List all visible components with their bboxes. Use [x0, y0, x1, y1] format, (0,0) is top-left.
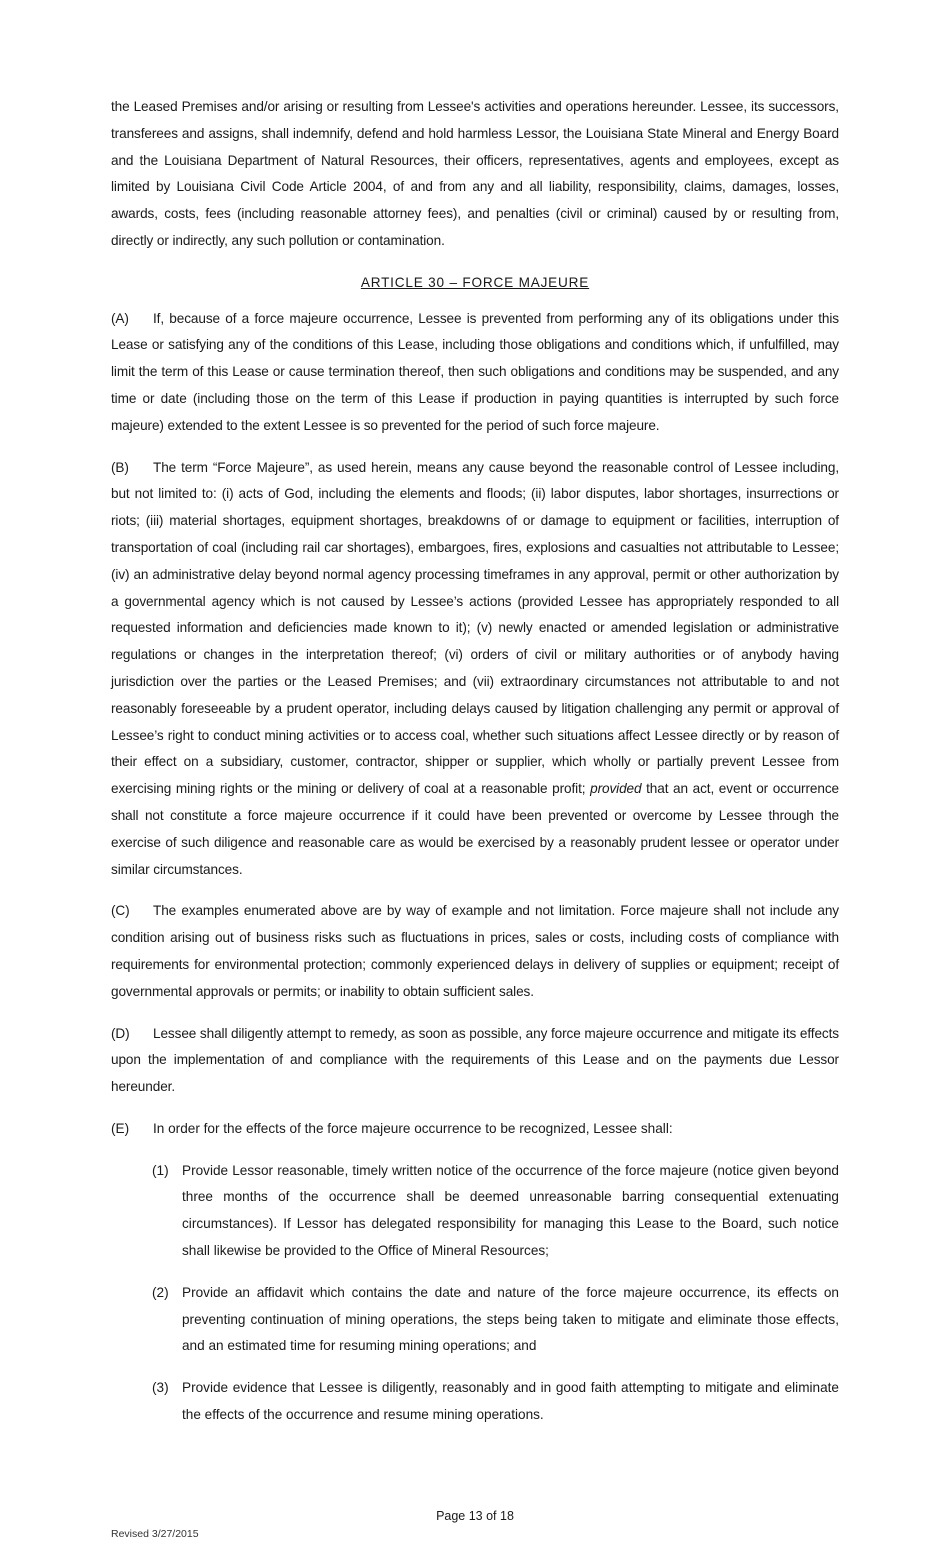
section-e-item-1-number: (1) [152, 1162, 169, 1178]
page-number: Page 13 of 18 [436, 1509, 514, 1523]
section-b-text-after: that an act, event or occurrence shall not constitute a force majeure occurrence if it could have been prevented or overcome by Lessee through the exercise of such diligence and reasonable care as would be exercised by a reasonably prudent lessee or operator under similar circumstances. [111, 781, 839, 877]
article-heading: ARTICLE 30 – FORCE MAJEURE [360, 274, 590, 290]
section-a [111, 306, 839, 440]
section-e-item-1 [152, 1158, 839, 1265]
section-b-emphasis: provided [590, 781, 642, 797]
section-e-label: (E) [111, 1120, 130, 1136]
section-e-item-3-number: (3) [152, 1380, 169, 1396]
section-c-text: The examples enumerated above are by way of example and not limitation. Force majeure shall not include any condition arising out of business risks such as fluctuations in prices, sales or costs, including costs of compliance with requirements for environmental protection; commonly experienced delays in delivery of supplies or equipment; receipt of governmental approvals or permits; or inability to obtain sufficient sales. [111, 903, 839, 999]
revision-date: Revised 3/27/2015 [111, 1528, 199, 1540]
section-e-item-3-text: Provide evidence that Lessee is diligently, reasonably and in good faith attempting to mitigate and eliminate the effects of the occurrence and resume mining operations. [182, 1380, 839, 1423]
section-e-text: In order for the effects of the force majeure occurrence to be recognized, Lessee shall: [153, 1120, 673, 1136]
section-b-text-before: The term “Force Majeure”, as used herein, means any cause beyond the reasonable control of Lessee including, but not limited to: (i) acts of God, including the elements and floods; (ii) labor disputes, labor shortages, insurrections or riots; (iii) material shortages, equipment shortages, breakdowns of or damage to equipment or facilities, interruption of transportation of coal (including rail car shortages), embargoes, fires, explosions and casualties not attributable to Lessee; (iv) an administrative delay beyond normal agency processing timeframes in any approval, permit or other authorization by a governmental agency which is not caused by Lessee’s actions (provided Lessee has appropriately responded to all requested information and deficiencies made known to it); (v) newly enacted or amended legislation or administrative regulations or changes in the interpretation thereof; (vi) orders of civil or military authorities or of anybody having jurisdiction over the parties or the Leased Premises; and (vii) extraordinary circumstances not attributable to and not reasonably foreseeable by a prudent operator, including delays caused by litigation challenging any permit or approval of Lessee’s right to conduct mining activities or to access coal, whether such situations affect Lessee directly or by reason of their effect on a subsidiary, customer, contractor, shipper or supplier, which wholly or partially prevent Lessee from exercising mining rights or the mining or delivery of coal at a reasonable profit; [111, 459, 839, 797]
section-d [111, 1021, 839, 1101]
section-e [111, 1116, 839, 1143]
section-e-item-2 [152, 1280, 839, 1360]
section-e-item-1-text: Provide Lessor reasonable, timely written notice of the occurrence of the force majeure (notice given beyond three months of the occurrence shall be deemed unreasonable barring consequential extenuating circumstances). If Lessor has delegated responsibility for managing this Lease to the Board, such notice shall likewise be provided to the Office of Mineral Resources; [182, 1162, 839, 1259]
section-b [111, 455, 839, 884]
section-b-label: (B) [111, 459, 129, 475]
intro-paragraph: the Leased Premises and/or arising or resulting from Lessee's activities and operations hereunder. Lessee, its successors, transferees and assigns, shall indemnify, defend and hold harmless Lessor, the Louisiana State Mineral and Energy Board and the Louisiana Department of Natural Resources, their officers, representatives, agents and employees, except as limited by Louisiana Civil Code Article 2004, of and from any and all liability, responsibility, claims, damages, losses, awards, costs, fees (including reasonable attorney fees), and penalties (civil or criminal) caused by or resulting from, directly or indirectly, any such pollution or contamination. [111, 99, 839, 248]
section-a-label: (A) [111, 310, 129, 326]
section-c [111, 898, 839, 1005]
document-body [111, 94, 839, 1444]
section-c-label: (C) [111, 903, 130, 919]
section-e-item-2-number: (2) [152, 1284, 169, 1300]
section-d-text: Lessee shall diligently attempt to remedy, as soon as possible, any force majeure occurrence and mitigate its effects upon the implementation of and compliance with the requirements of this Lease and on the payments due Lessor hereunder. [111, 1025, 839, 1095]
section-e-item-2-text: Provide an affidavit which contains the date and nature of the force majeure occurrence, its effects on preventing continuation of mining operations, the steps being taken to mitigate and eliminate those effects, and an estimated time for resuming mining operations; and [182, 1284, 839, 1354]
section-e-item-3 [152, 1375, 839, 1429]
section-d-label: (D) [111, 1025, 130, 1041]
section-a-text: If, because of a force majeure occurrence, Lessee is prevented from performing any of its obligations under this Lease or satisfying any of the conditions of this Lease, including those obligations and conditions which, if unfulfilled, may limit the term of this Lease or cause termination thereof, then such obligations and conditions may be suspended, and any time or date (including those on the term of this Lease if production in paying quantities is interrupted by such force majeure) extended to the extent Lessee is so prevented for the period of such force majeure. [111, 310, 839, 433]
